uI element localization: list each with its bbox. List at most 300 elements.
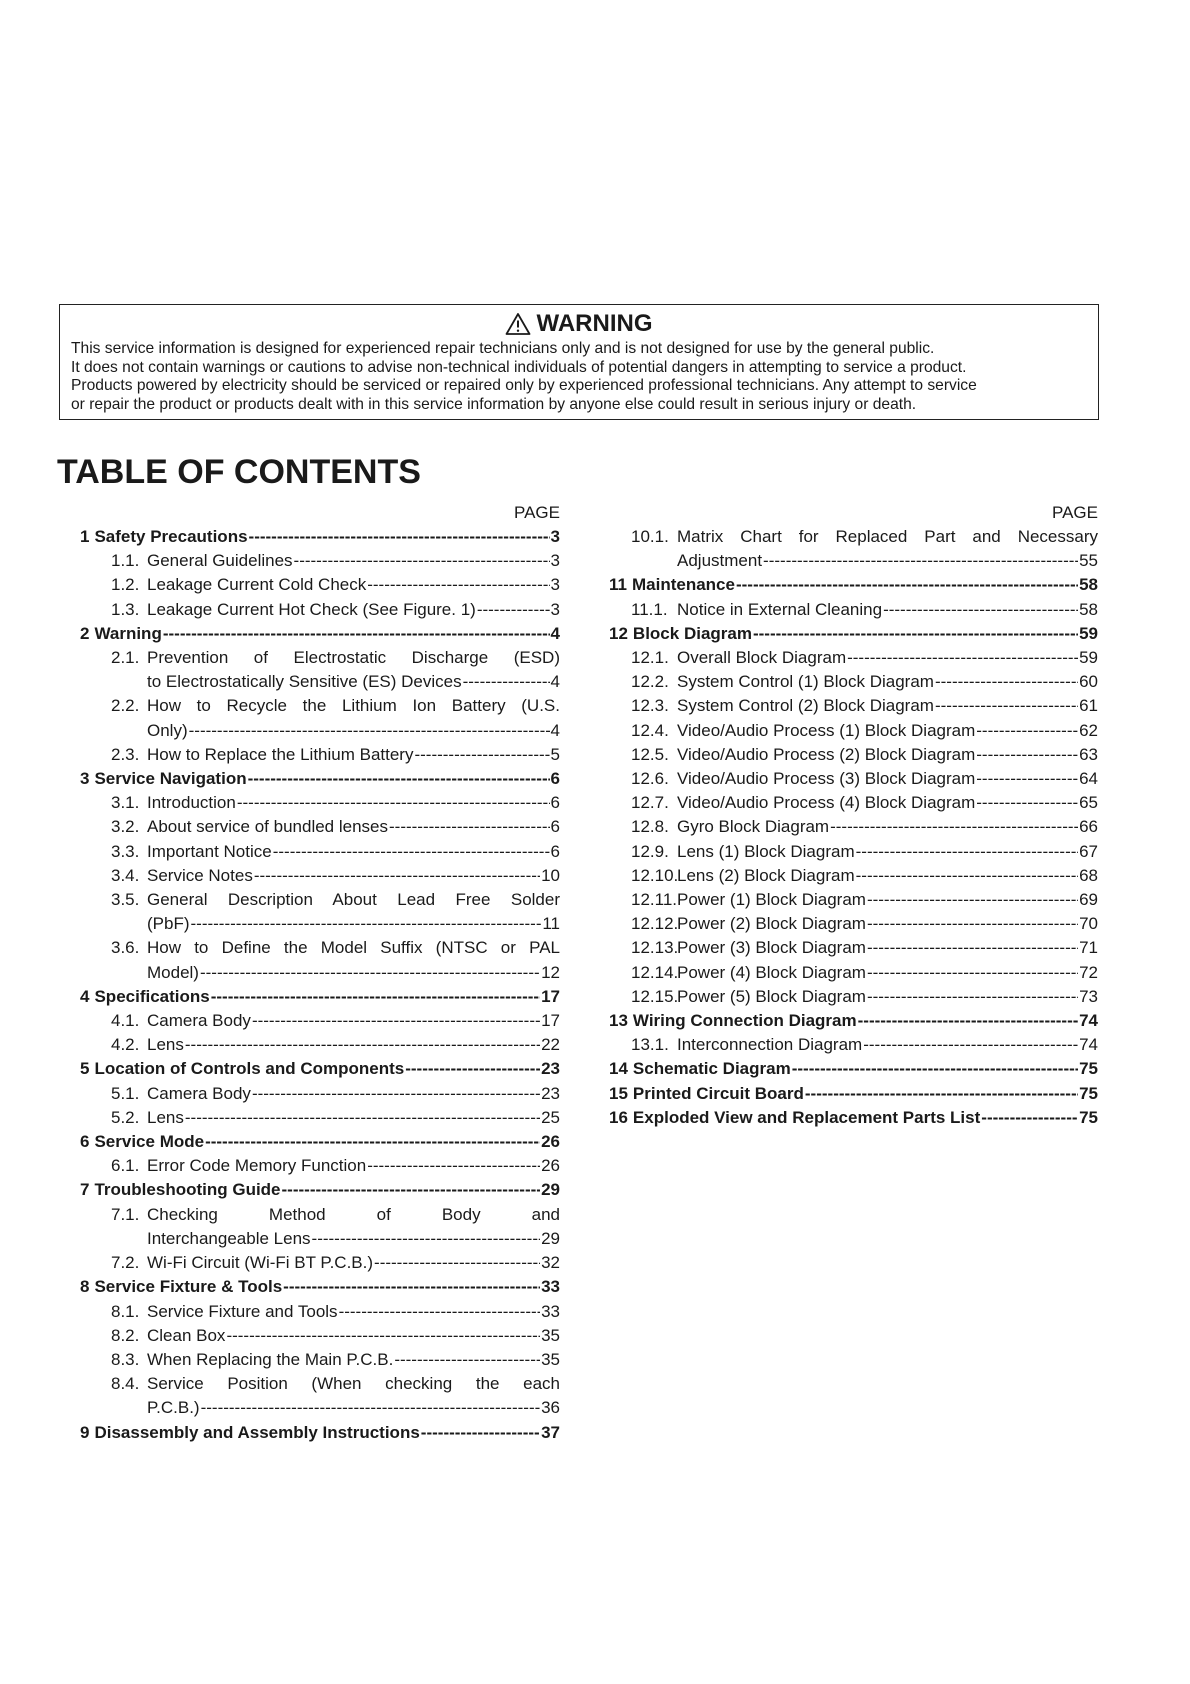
toc-entry-number: 12.10. [631,865,679,885]
toc-section-entry[interactable] [80,1178,560,1202]
toc-section-entry[interactable] [80,1057,560,1081]
toc-page-number: 60 [1079,672,1098,692]
toc-subsection-entry[interactable] [80,573,560,597]
toc-entry-number: 1.3. [111,599,140,619]
toc-page-number: 6 [550,817,560,837]
toc-page-number: 23 [541,1083,560,1103]
toc-subsection-entry[interactable] [80,1300,560,1324]
toc-heading: TABLE OF CONTENTS [57,453,421,491]
toc-leader-dashes [976,791,1078,815]
toc-entry-number: 5.1. [111,1083,140,1103]
toc-entry-number: 12 [609,623,628,643]
toc-leader-dashes [405,1057,540,1081]
toc-page-number: 70 [1079,914,1098,934]
toc-leader-dashes [252,1082,540,1106]
toc-section-entry[interactable] [609,1057,1098,1081]
toc-entry-number: 1.2. [111,575,140,595]
toc-entry-number: 3.2. [111,817,140,837]
toc-entry-number: 6.1. [111,1156,140,1176]
toc-page-number: 63 [1079,744,1098,764]
toc-entry-title: Video/Audio Process (2) Block Diagram [677,744,976,764]
toc-entry-number: 12.5. [631,744,669,764]
toc-page-number: 29 [541,1180,560,1200]
toc-section-entry[interactable] [80,1275,560,1299]
toc-entry-title: Lens (1) Block Diagram [677,841,855,861]
toc-entry-number: 7.1. [111,1204,140,1224]
toc-leader-dashes [976,719,1078,743]
toc-leader-dashes [339,1300,541,1324]
toc-leader-dashes [367,573,549,597]
toc-entry-title: Camera Body [147,1011,251,1031]
toc-section-entry[interactable] [80,525,560,549]
toc-entry-title: Printed Circuit Board [632,1083,804,1103]
toc-page-number: 65 [1079,793,1098,813]
toc-entry-title: Exploded View and Replacement Parts List [632,1107,981,1127]
toc-entry-number: 12.6. [631,769,669,789]
toc-entry-title-line: Prevention of Electrostatic Discharge (ESD) [147,648,560,668]
toc-page-number: 17 [541,1011,560,1031]
toc-page-number: 59 [1079,648,1098,668]
toc-entry-title: Adjustment [677,551,763,571]
toc-page-number: 3 [550,575,560,595]
toc-page-number: 73 [1079,986,1098,1006]
toc-entry-number: 8 [80,1277,90,1297]
toc-entry-title: Maintenance [631,575,735,595]
toc-entry-number: 12.4. [631,720,669,740]
toc-subsection-entry[interactable] [80,815,560,839]
toc-subsection-entry[interactable] [609,525,1098,573]
toc-entry-number: 5.2. [111,1107,140,1127]
toc-page-number: 35 [541,1325,560,1345]
toc-entry-title: Video/Audio Process (4) Block Diagram [677,793,976,813]
toc-entry-number: 3 [80,769,90,789]
toc-entry-title: to Electrostatically Sensitive (ES) Devices [147,672,462,692]
toc-subsection-entry[interactable] [609,985,1098,1009]
toc-leader-dashes [858,1009,1078,1033]
toc-page-number: 75 [1079,1083,1098,1103]
toc-leader-dashes [189,719,550,743]
toc-subsection-entry[interactable] [609,743,1098,767]
toc-entry-title: About service of bundled lenses [147,817,388,837]
toc-leader-dashes [856,864,1078,888]
toc-page-number: 33 [541,1301,560,1321]
toc-leader-dashes [856,840,1078,864]
toc-leader-dashes [163,622,550,646]
toc-entry-number: 13.1. [631,1035,669,1055]
toc-page-number: 26 [541,1156,560,1176]
toc-entry-title: Specifications [94,986,210,1006]
toc-entry-title: Schematic Diagram [632,1059,791,1079]
toc-entry-number: 12.15. [631,986,679,1006]
toc-page-number: 6 [550,769,560,789]
toc-entry-title: Power (2) Block Diagram [677,914,866,934]
toc-entry-number: 4.1. [111,1011,140,1031]
toc-entry-title: Service Notes [147,865,253,885]
toc-entry-number: 3.6. [111,938,140,958]
warning-triangle-icon [505,312,531,336]
toc-leader-dashes [867,961,1078,985]
toc-leader-dashes [226,1324,540,1348]
toc-page-number: 29 [541,1228,560,1248]
toc-entry-title: Service Fixture & Tools [94,1277,283,1297]
toc-section-entry[interactable] [609,1082,1098,1106]
toc-page-number: 4 [550,720,560,740]
toc-page-number: 36 [541,1398,560,1418]
toc-entry-title: Leakage Current Hot Check (See Figure. 1) [147,599,476,619]
toc-subsection-entry[interactable] [609,767,1098,791]
toc-subsection-entry[interactable] [609,1033,1098,1057]
toc-leader-dashes [935,670,1078,694]
toc-page-number: 72 [1079,962,1098,982]
toc-entry-title: Disassembly and Assembly Instructions [94,1422,420,1442]
toc-entry-number: 12.9. [631,841,669,861]
toc-entry-title: Power (1) Block Diagram [677,890,866,910]
toc-leader-dashes [736,573,1078,597]
toc-subsection-entry[interactable] [80,1203,560,1251]
toc-page-number: 4 [550,623,560,643]
toc-entry-title: Gyro Block Diagram [677,817,830,837]
toc-subsection-entry[interactable] [80,1154,560,1178]
toc-entry-title: Troubleshooting Guide [94,1180,281,1200]
toc-page-number: 3 [550,599,560,619]
toc-entry-title: Interchangeable Lens [147,1228,311,1248]
toc-entry-number: 8.1. [111,1301,140,1321]
toc-leader-dashes [273,840,550,864]
toc-entry-number: 7.2. [111,1253,140,1273]
toc-entry-title: Video/Audio Process (3) Block Diagram [677,769,976,789]
toc-entry-title: Clean Box [147,1325,226,1345]
toc-page-number: 58 [1079,599,1098,619]
toc-entry-title: Location of Controls and Components [94,1059,405,1079]
toc-entry-number: 8.2. [111,1325,140,1345]
toc-entry-number: 12.7. [631,793,669,813]
toc-leader-dashes [414,743,549,767]
warning-heading [71,309,1086,339]
toc-subsection-entry[interactable] [609,864,1098,888]
toc-entry-title: (PbF) [147,914,190,934]
toc-leader-dashes [283,1275,540,1299]
toc-subsection-entry[interactable] [80,1372,560,1420]
toc-page-number: 62 [1079,720,1098,740]
toc-page-number: 58 [1079,575,1098,595]
toc-page-number: 69 [1079,890,1098,910]
toc-leader-dashes [477,598,550,622]
toc-page-number: 12 [541,962,560,982]
toc-leader-dashes [847,646,1078,670]
toc-entry-title: Service Mode [94,1132,205,1152]
toc-entry-title: Camera Body [147,1083,251,1103]
toc-subsection-entry[interactable] [609,815,1098,839]
toc-leader-dashes [883,598,1078,622]
toc-page-number: 5 [550,744,560,764]
toc-section-entry[interactable] [609,573,1098,597]
toc-page-number: 75 [1079,1059,1098,1079]
toc-entry-number: 3.3. [111,841,140,861]
toc-subsection-entry[interactable] [80,888,560,936]
toc-page-number: 4 [550,672,560,692]
toc-entry-title: Safety Precautions [94,527,248,546]
toc-leader-dashes [294,549,550,573]
toc-page-number: 32 [541,1253,560,1273]
toc-entry-title-line: General Description About Lead Free Solder [147,890,560,910]
toc-entry-title: Power (3) Block Diagram [677,938,866,958]
toc-subsection-entry[interactable] [80,694,560,742]
toc-subsection-entry[interactable] [80,646,560,694]
toc-entry-title: Introduction [147,793,236,813]
toc-page-number: 3 [550,527,560,546]
toc-entry-title: Error Code Memory Function [147,1156,367,1176]
toc-section-entry[interactable] [609,1106,1098,1130]
toc-subsection-entry[interactable] [609,961,1098,985]
toc-leader-dashes [191,912,542,936]
toc-subsection-entry[interactable] [609,791,1098,815]
toc-subsection-entry[interactable] [609,840,1098,864]
toc-subsection-entry[interactable] [80,1106,560,1130]
page-column-label: PAGE [1052,503,1098,522]
toc-entry-title: Service Navigation [94,769,247,789]
toc-entry-number: 12.3. [631,696,669,716]
toc-leader-dashes [421,1421,540,1445]
toc-entry-number: 3.5. [111,890,140,910]
toc-subsection-entry[interactable] [609,694,1098,718]
toc-leader-dashes [763,549,1078,573]
toc-leader-dashes [792,1057,1078,1081]
toc-entry-title: Lens (2) Block Diagram [677,865,855,885]
toc-entry-number: 1 [80,527,90,546]
toc-section-entry[interactable] [80,1130,560,1154]
toc-entry-number: 12.13. [631,938,679,958]
toc-entry-number: 4.2. [111,1035,140,1055]
toc-entry-title: P.C.B.) [147,1398,200,1418]
toc-entry-title: Power (4) Block Diagram [677,962,866,982]
toc-subsection-entry[interactable] [80,791,560,815]
toc-subsection-entry[interactable] [80,598,560,622]
toc-leader-dashes [282,1178,541,1202]
warning-line: or repair the product or products dealt with in this service information by anyone else could result in serious injury or death. [71,395,917,413]
toc-section-entry[interactable] [80,1421,560,1445]
toc-entry-title: Notice in External Cleaning [677,599,883,619]
toc-entry-number: 3.4. [111,865,140,885]
toc-leader-dashes [935,694,1078,718]
page-column-label: PAGE [514,503,560,522]
toc-leader-dashes [394,1348,540,1372]
toc-page-number: 35 [541,1349,560,1369]
toc-entry-number: 2.3. [111,744,140,764]
toc-leader-dashes [249,525,550,549]
warning-title: WARNING [536,310,653,337]
toc-entry-title: General Guidelines [147,551,293,571]
toc-page-number: 22 [541,1035,560,1055]
toc-leader-dashes [981,1106,1078,1130]
toc-subsection-entry[interactable] [609,719,1098,743]
toc-page-number: 6 [550,841,560,861]
toc-leader-dashes [237,791,550,815]
toc-page-number: 55 [1079,551,1098,571]
toc-entry-title: Leakage Current Cold Check [147,575,367,595]
toc-entry-number: 14 [609,1059,628,1079]
toc-entry-title: Power (5) Block Diagram [677,986,866,1006]
toc-leader-dashes [867,985,1078,1009]
toc-entry-title: Wiring Connection Diagram [632,1011,857,1031]
toc-entry-title: System Control (1) Block Diagram [677,672,934,692]
toc-leader-dashes [867,912,1078,936]
toc-entry-number: 9 [80,1422,90,1442]
toc-leader-dashes [367,1154,540,1178]
toc-entry-number: 12.2. [631,672,669,692]
toc-page-number: 23 [541,1059,560,1079]
toc-entry-number: 7 [80,1180,90,1200]
toc-entry-title-line: Service Position (When checking the each [147,1374,560,1394]
toc-entry-number: 12.14. [631,962,679,982]
toc-leader-dashes [374,1251,540,1275]
toc-subsection-entry[interactable] [609,936,1098,960]
warning-line: Products powered by electricity should be serviced or repaired only by experienced professional technicians. Any attempt to service [71,377,977,395]
toc-entry-title: Service Fixture and Tools [147,1301,338,1321]
toc-subsection-entry[interactable] [80,743,560,767]
toc-entry-title: Wi-Fi Circuit (Wi-Fi BT P.C.B.) [147,1253,374,1273]
toc-subsection-entry[interactable] [80,549,560,573]
toc-subsection-entry[interactable] [609,646,1098,670]
warning-line: It does not contain warnings or cautions to advise non-technical individuals of potential dangers in attempting to service a product. [71,358,967,376]
toc-subsection-entry[interactable] [80,1009,560,1033]
toc-entry-title-line: How to Recycle the Lithium Ion Battery (U.S. [147,696,560,716]
toc-subsection-entry[interactable] [80,1251,560,1275]
toc-page-number: 66 [1079,817,1098,837]
toc-left-column [80,501,560,1445]
toc-entry-title: System Control (2) Block Diagram [677,696,934,716]
toc-entry-number: 2 [80,623,90,643]
toc-entry-number: 5 [80,1059,90,1079]
toc-subsection-entry[interactable] [609,888,1098,912]
toc-entry-title: Block Diagram [632,623,752,643]
toc-page-number: 26 [541,1132,560,1152]
toc-leader-dashes [211,985,540,1009]
toc-leader-dashes [830,815,1078,839]
toc-entry-number: 8.4. [111,1374,140,1394]
toc-subsection-entry[interactable] [80,936,560,984]
toc-entry-title: Only) [147,720,188,740]
toc-page-number: 11 [542,914,560,934]
toc-page-number: 59 [1079,623,1098,643]
toc-section-entry[interactable] [80,767,560,791]
toc-page-number: 64 [1079,769,1098,789]
toc-entry-number: 13 [609,1011,628,1031]
toc-leader-dashes [248,767,550,791]
toc-leader-dashes [312,1227,541,1251]
toc-entry-number: 12.12. [631,914,679,934]
toc-page-number: 37 [541,1422,560,1442]
toc-section-entry[interactable] [609,1009,1098,1033]
toc-page-number: 75 [1079,1107,1098,1127]
toc-leader-dashes [753,622,1078,646]
toc-entry-title: When Replacing the Main P.C.B. [147,1349,394,1369]
toc-entry-title: Model) [147,962,199,982]
toc-page-number: 67 [1079,841,1098,861]
toc-leader-dashes [201,1396,540,1420]
toc-entry-number: 8.3. [111,1349,140,1369]
toc-page-number: 74 [1079,1035,1098,1055]
toc-subsection-entry[interactable] [609,912,1098,936]
toc-entry-title-line: How to Define the Model Suffix (NTSC or PAL [147,938,560,958]
toc-page-number: 68 [1079,865,1098,885]
toc-page-number: 33 [541,1277,560,1297]
toc-entry-title: Lens [147,1035,184,1055]
toc-page-number: 17 [541,986,560,1006]
toc-subsection-entry[interactable] [609,670,1098,694]
toc-subsection-entry[interactable] [80,1348,560,1372]
toc-page-number: 74 [1079,1011,1098,1031]
toc-entry-title: Interconnection Diagram [677,1035,863,1055]
toc-entry-number: 1.1. [111,551,140,571]
toc-entry-number: 12.1. [631,648,669,668]
toc-leader-dashes [185,1033,540,1057]
toc-entry-number: 11.1. [631,599,668,619]
toc-page-number: 10 [541,865,560,885]
toc-entry-title-line: Checking Method of Body and [147,1204,560,1224]
toc-entry-number: 11 [609,575,627,595]
toc-leader-dashes [254,864,540,888]
toc-entry-number: 3.1. [111,793,140,813]
toc-entry-number: 12.8. [631,817,669,837]
toc-entry-title: Video/Audio Process (1) Block Diagram [677,720,976,740]
toc-entry-number: 15 [609,1083,628,1103]
toc-section-entry[interactable] [80,985,560,1009]
toc-leader-dashes [205,1130,540,1154]
warning-box [59,304,1099,420]
toc-entry-title: Warning [94,623,162,643]
toc-entry-number: 10.1. [631,527,669,546]
toc-entry-title: Lens [147,1107,184,1127]
toc-leader-dashes [200,961,540,985]
toc-entry-title-line: Matrix Chart for Replaced Part and Necessary [677,527,1098,546]
toc-entry-title: Important Notice [147,841,272,861]
toc-section-entry[interactable] [80,622,560,646]
toc-page-number: 3 [550,551,560,571]
toc-subsection-entry[interactable] [80,1082,560,1106]
toc-section-entry[interactable] [609,622,1098,646]
toc-leader-dashes [867,936,1078,960]
toc-leader-dashes [976,767,1078,791]
toc-entry-number: 2.2. [111,696,140,716]
toc-page-number: 71 [1079,938,1098,958]
toc-subsection-entry[interactable] [80,1324,560,1348]
toc-entry-title: How to Replace the Lithium Battery [147,744,414,764]
toc-page-number: 6 [550,793,560,813]
toc-entry-number: 16 [609,1107,628,1127]
toc-leader-dashes [976,743,1078,767]
toc-subsection-entry[interactable] [80,840,560,864]
toc-leader-dashes [867,888,1078,912]
toc-leader-dashes [185,1106,540,1130]
toc-leader-dashes [863,1033,1078,1057]
toc-entry-number: 12.11. [631,890,678,910]
toc-leader-dashes [463,670,550,694]
toc-entry-number: 4 [80,986,90,1006]
toc-subsection-entry[interactable] [609,598,1098,622]
warning-line: This service information is designed for experienced repair technicians only and is not designed for use by the general public. [71,340,935,357]
toc-subsection-entry[interactable] [80,1033,560,1057]
toc-entry-title: Overall Block Diagram [677,648,847,668]
toc-entry-number: 2.1. [111,648,140,668]
toc-subsection-entry[interactable] [80,864,560,888]
toc-leader-dashes [805,1082,1078,1106]
toc-entry-number: 6 [80,1132,90,1152]
toc-leader-dashes [252,1009,540,1033]
toc-right-column [609,501,1098,1130]
toc-page-number: 25 [541,1107,560,1127]
toc-leader-dashes [389,815,550,839]
toc-page-number: 61 [1079,696,1098,716]
